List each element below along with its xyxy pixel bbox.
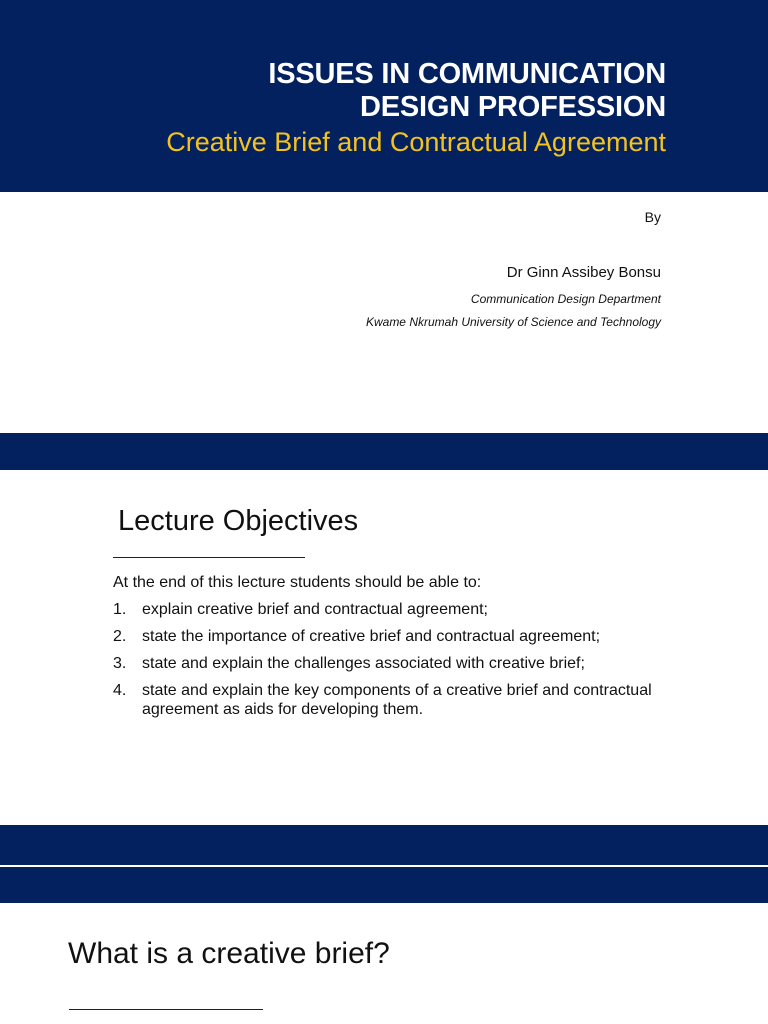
objective-number: 3. — [113, 655, 127, 672]
subtitle: Creative Brief and Contractual Agreement — [166, 127, 666, 157]
objective-item — [113, 654, 673, 673]
heading-underline — [69, 1009, 263, 1010]
heading-underline — [113, 557, 305, 558]
author-name: Dr Ginn Assibey Bonsu — [506, 264, 661, 281]
objective-text: state and explain the key components of a creative brief and contractual agreement as aids for developing them. — [142, 682, 652, 718]
objective-text: state the importance of creative brief and contractual agreement; — [142, 628, 601, 645]
objective-text: explain creative brief and contractual agreement; — [142, 601, 488, 618]
objective-item — [113, 681, 673, 719]
creative-brief-heading: What is a creative brief? — [68, 937, 390, 970]
objective-number: 4. — [113, 682, 127, 699]
slide2-footer-band — [0, 825, 768, 865]
title-line-2: DESIGN PROFESSION — [360, 91, 666, 123]
objective-item — [113, 600, 673, 619]
slide1-title-block — [166, 58, 666, 159]
objectives-list — [113, 600, 673, 727]
objective-text: state and explain the challenges associated with creative brief; — [142, 655, 585, 672]
lecture-objectives-heading: Lecture Objectives — [118, 505, 359, 537]
objective-item — [113, 627, 673, 646]
objectives-intro: At the end of this lecture students should be able to: — [113, 574, 482, 591]
department-name: Communication Design Department — [470, 292, 661, 306]
title-line-1: ISSUES IN COMMUNICATION — [268, 58, 666, 90]
objective-number: 1. — [113, 601, 127, 618]
by-label: By — [644, 209, 661, 225]
slide2-header-band — [0, 433, 768, 470]
slide3-header-band — [0, 867, 768, 903]
objective-number: 2. — [113, 628, 127, 645]
university-name: Kwame Nkrumah University of Science and Technology — [365, 315, 661, 329]
